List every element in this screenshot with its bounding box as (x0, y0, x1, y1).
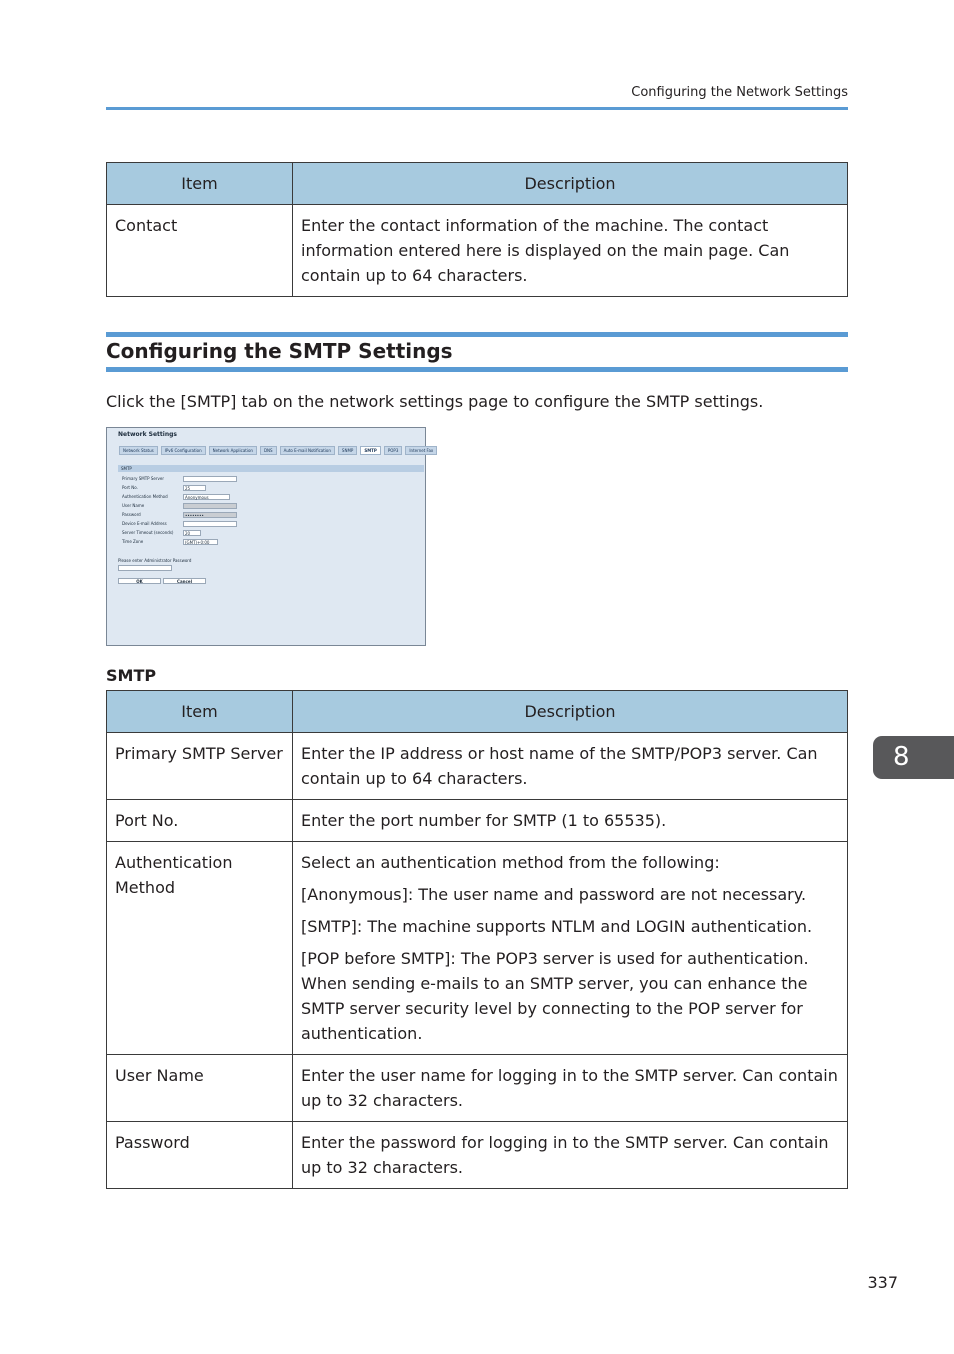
screenshot-field-value: 20 (183, 530, 201, 536)
screenshot-field-value: 25 (183, 485, 206, 491)
screenshot-tab: Network Status (119, 446, 158, 455)
row-item-cell: Contact (107, 205, 293, 297)
table-row (107, 733, 848, 800)
screenshot-field-value (183, 503, 237, 509)
screenshot-field-label: User Name (122, 503, 145, 508)
smtp-settings-screenshot (106, 427, 434, 646)
screenshot-tab: DNS (260, 446, 277, 455)
screenshot-form-row (122, 520, 237, 528)
row-description-cell (293, 1055, 848, 1122)
table-row (107, 1055, 848, 1122)
description-paragraph: [SMTP]: The machine supports NTLM and LOGIN authentication. (301, 917, 813, 936)
screenshot-field-label: Server Timeout (seconds) (122, 530, 174, 535)
screenshot-form-row (122, 475, 237, 483)
section-title: Configuring the SMTP Settings (106, 339, 453, 363)
screenshot-field-value: (GMT)+0:00 (183, 539, 218, 545)
row-description-cell (293, 800, 848, 842)
screenshot-tab: IPv6 Configuration (161, 446, 206, 455)
screenshot-field-label: Device E-mail Address (122, 521, 167, 526)
row-item-cell: Authentication Method (107, 842, 293, 1055)
column-header-item: Item (107, 163, 293, 205)
column-header-description: Description (293, 691, 848, 733)
screenshot-tab: SNMP (338, 446, 357, 455)
row-description-cell (293, 733, 848, 800)
screenshot-field-label: Password (122, 512, 141, 517)
smtp-subheading: SMTP (106, 666, 157, 685)
smtp-table (106, 690, 848, 1189)
screenshot-field-value (183, 521, 237, 527)
screenshot-tab: Network Application (209, 446, 257, 455)
row-item-cell: User Name (107, 1055, 293, 1122)
table-row (107, 842, 848, 1055)
screenshot-form-row (122, 493, 230, 501)
screenshot-form-row (122, 529, 201, 537)
screenshot-tab: POP3 (384, 446, 403, 455)
screenshot-tab: Internet Fax (405, 446, 437, 455)
screenshot-field-label: Port No. (122, 485, 138, 490)
chapter-tab: 8 (873, 736, 954, 779)
contact-table (106, 162, 848, 297)
screenshot-title: Network Settings (118, 431, 177, 438)
row-description-cell (293, 205, 848, 297)
screenshot-field-value: Anonymous (183, 494, 230, 500)
screenshot-admin-password-field (118, 565, 172, 571)
screenshot-form-row (122, 484, 206, 492)
row-item-cell: Port No. (107, 800, 293, 842)
section-bottom-rule (106, 367, 848, 372)
row-description-cell (293, 1122, 848, 1189)
description-paragraph: Enter the password for logging in to the SMTP server. Can contain up to 32 characters. (301, 1133, 829, 1177)
description-paragraph: Enter the contact information of the machine. The contact information entered here is displayed on the main page. Can contain up to 64 characters. (301, 216, 790, 285)
running-head: Configuring the Network Settings (631, 85, 848, 100)
page-number: 337 (867, 1273, 898, 1292)
header-rule (106, 107, 848, 110)
section-intro: Click the [SMTP] tab on the network settings page to configure the SMTP settings. (106, 392, 764, 411)
column-header-description: Description (293, 163, 848, 205)
screenshot-tab: Auto E-mail Notification (280, 446, 335, 455)
row-description-cell (293, 842, 848, 1055)
description-paragraph: Select an authentication method from the following: (301, 853, 720, 872)
row-item-cell: Password (107, 1122, 293, 1189)
smtp-table-body (107, 733, 848, 1189)
description-paragraph: Enter the user name for logging in to the SMTP server. Can contain up to 32 characters. (301, 1066, 838, 1110)
screenshot-form-row (122, 538, 218, 546)
screenshot-tab-bar (119, 446, 437, 455)
screenshot-field-value (183, 476, 237, 482)
screenshot-tab: SMTP (360, 446, 381, 455)
table-header-row (107, 163, 848, 205)
screenshot-field-value: •••••••• (183, 512, 237, 518)
contact-table-body (107, 205, 848, 297)
description-paragraph: Enter the IP address or host name of the SMTP/POP3 server. Can contain up to 64 characters. (301, 744, 818, 788)
description-paragraph: Enter the port number for SMTP (1 to 65535). (301, 811, 667, 830)
screenshot-cancel-button: Cancel (163, 578, 206, 584)
screenshot-panel-header: SMTP (118, 465, 424, 472)
table-row (107, 1122, 848, 1189)
screenshot-field-label: Time Zone (122, 539, 144, 544)
description-paragraph: [POP before SMTP]: The POP3 server is used for authentication. When sending e-mails to an SMTP server, you can enhance the SMTP server security level by connecting to the POP server for authentication. (301, 949, 809, 1043)
screenshot-field-label: Primary SMTP Server (122, 476, 164, 481)
table-row (107, 800, 848, 842)
table-row (107, 205, 848, 297)
table-header-row (107, 691, 848, 733)
screenshot-field-label: Authentication Method (122, 494, 168, 499)
screenshot-ok-button: OK (118, 578, 161, 584)
description-paragraph: [Anonymous]: The user name and password are not necessary. (301, 885, 807, 904)
column-header-item: Item (107, 691, 293, 733)
screenshot-password-prompt: Please enter Administrator Password (118, 558, 192, 563)
screenshot-form-row (122, 511, 237, 519)
screenshot-form-row (122, 502, 237, 510)
row-item-cell: Primary SMTP Server (107, 733, 293, 800)
